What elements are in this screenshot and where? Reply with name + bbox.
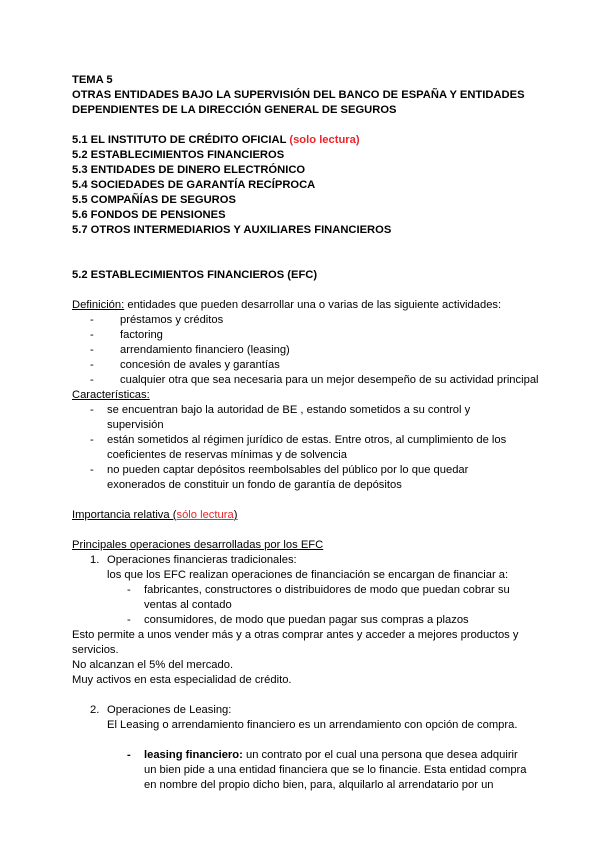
definicion-line	[72, 298, 532, 313]
operaciones-label: Principales operaciones desarrolladas por los EFC	[72, 539, 324, 551]
definicion-text: entidades que pueden desarrollar una o varias de las siguiente actividades:	[124, 299, 502, 311]
list-item	[72, 373, 539, 388]
document-page	[72, 73, 539, 793]
leasing-line-3: en nombre del propio dicho bien, para, alquilarlo al arrendatario por un	[144, 779, 494, 791]
op2-intro: El Leasing o arrendamiento financiero es un arrendamiento con opción de compra.	[107, 719, 518, 731]
list-item	[72, 358, 532, 373]
op2-title: Operaciones de Leasing:	[107, 704, 232, 716]
toc-item-5-7: 5.7 OTROS INTERMEDIARIOS Y AUXILIARES FINANCIEROS	[72, 224, 392, 236]
dash-bullet: -	[127, 749, 131, 761]
op1-number: 1.	[90, 554, 100, 566]
list-item	[72, 313, 532, 328]
toc-item-5-5: 5.5 COMPAÑÍAS DE SEGUROS	[72, 194, 236, 206]
op1-title: Operaciones financieras tradicionales:	[107, 554, 297, 566]
section-title: 5.2 ESTABLECIMIENTOS FINANCIEROS (EFC)	[72, 269, 318, 281]
op1-paragraph-2: No alcanzan el 5% del mercado.	[72, 659, 234, 671]
caracteristicas-label: Características:	[72, 389, 150, 401]
toc-item-5-2: 5.2 ESTABLECIMIENTOS FINANCIEROS	[72, 149, 285, 161]
dash-bullet: -	[90, 344, 94, 356]
list-item	[72, 463, 532, 493]
title-line-2: DEPENDIENTES DE LA DIRECCIÓN GENERAL DE SEGUROS	[72, 104, 397, 116]
toc-item-5-4: 5.4 SOCIEDADES DE GARANTÍA RECÍPROCA	[72, 179, 316, 191]
dash-bullet: -	[90, 404, 94, 416]
actividad-text: cualquier otra que sea necesaria para un mejor desempeño de su actividad principal	[120, 374, 539, 386]
op1-item-text: consumidores, de modo que puedan pagar sus compras a plazos	[144, 614, 469, 626]
list-item	[72, 328, 532, 343]
op1-item	[72, 553, 532, 568]
caracteristica-text: se encuentran bajo la autoridad de BE , estando sometidos a su control y	[107, 404, 471, 416]
actividad-text: arrendamiento financiero (leasing)	[120, 344, 290, 356]
importancia-note: sólo lectura	[176, 509, 234, 521]
definicion-label: Definición:	[72, 299, 125, 311]
importancia-line	[72, 508, 532, 523]
op1-paragraph-1: Esto permite a unos vender más y a otras comprar antes y acceder a mejores productos y	[72, 629, 519, 641]
leasing-text-1: un contrato por el cual una persona que desea adquirir	[242, 749, 518, 761]
leasing-line-1	[144, 748, 532, 763]
toc-item-5-6: 5.6 FONDOS DE PENSIONES	[72, 209, 226, 221]
list-item	[72, 748, 532, 793]
dash-bullet: -	[90, 434, 94, 446]
actividad-text: factoring	[120, 329, 163, 341]
title-line-1: OTRAS ENTIDADES BAJO LA SUPERVISIÓN DEL BANCO DE ESPAÑA Y ENTIDADES	[72, 89, 525, 101]
tema-heading: TEMA 5	[72, 74, 113, 86]
actividad-text: concesión de avales y garantías	[120, 359, 280, 371]
op1-paragraph-3: Muy activos en esta especialidad de crédito.	[72, 674, 292, 686]
list-item	[72, 613, 532, 628]
toc-item-5-1-note: (solo lectura)	[289, 134, 360, 146]
dash-bullet: -	[90, 374, 94, 386]
op2-item	[72, 703, 532, 718]
op1-item-text: ventas al contado	[144, 599, 232, 611]
caracteristica-text: exonerados de constituir un fondo de garantía de depósitos	[107, 479, 402, 491]
leasing-term: leasing financiero:	[144, 749, 243, 761]
toc-item-5-1-label: 5.1 EL INSTITUTO DE CRÉDITO OFICIAL	[72, 134, 287, 146]
dash-bullet: -	[127, 614, 131, 626]
importancia-close: )	[233, 509, 238, 521]
actividad-text: préstamos y créditos	[120, 314, 224, 326]
op1-item-text: fabricantes, constructores o distribuidores de modo que puedan cobrar su	[144, 584, 510, 596]
dash-bullet: -	[90, 329, 94, 341]
op2-number: 2.	[90, 704, 100, 716]
caracteristica-text: no pueden captar depósitos reembolsables del público por lo que quedar	[107, 464, 469, 476]
list-item	[72, 583, 532, 613]
toc-item-5-1	[72, 133, 532, 148]
op1-paragraph-1b: servicios.	[72, 644, 119, 656]
dash-bullet: -	[90, 314, 94, 326]
caracteristica-text: están sometidos al régimen jurídico de estas. Entre otros, al cumplimiento de los	[107, 434, 507, 446]
dash-bullet: -	[90, 464, 94, 476]
leasing-line-2: un bien pide a una entidad financiera que se lo financie. Esta entidad compra	[144, 764, 527, 776]
dash-bullet: -	[127, 584, 131, 596]
caracteristica-text: supervisión	[107, 419, 164, 431]
op1-intro: los que los EFC realizan operaciones de financiación se encargan de financiar a:	[107, 569, 509, 581]
list-item	[72, 433, 532, 463]
toc-item-5-3: 5.3 ENTIDADES DE DINERO ELECTRÓNICO	[72, 164, 306, 176]
dash-bullet: -	[90, 359, 94, 371]
list-item	[72, 343, 532, 358]
importancia-label: Importancia relativa (	[72, 509, 177, 521]
caracteristica-text: coeficientes de reservas mínimas y de solvencia	[107, 449, 348, 461]
list-item	[72, 403, 532, 433]
